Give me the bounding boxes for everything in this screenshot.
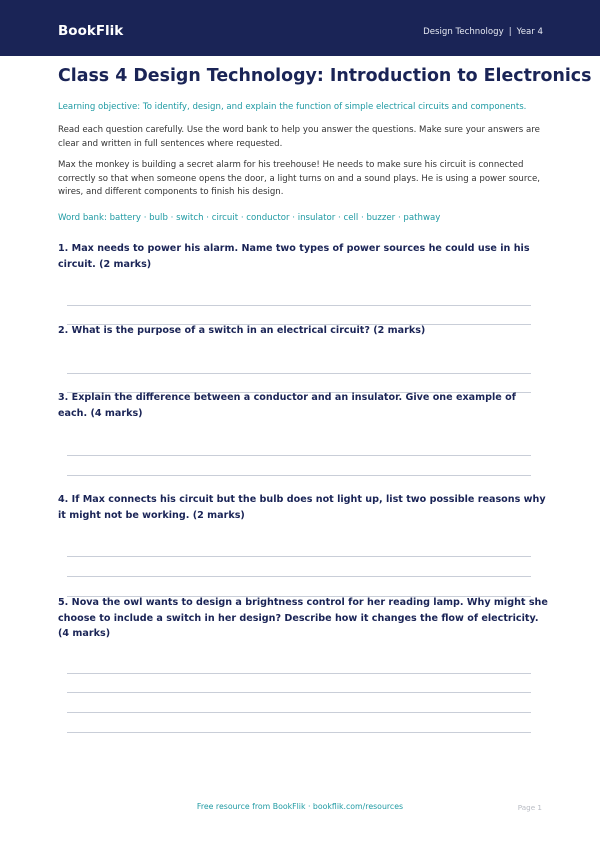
question-1: 1. Max needs to power his alarm. Name two types of power sources he could use in his circuit. (2 marks) — [58, 243, 530, 270]
brand-logo[interactable]: BookFlik — [58, 23, 124, 39]
answer-line[interactable] — [67, 692, 531, 693]
header-separator: | — [508, 27, 512, 37]
instructions-paragraph: Read each question carefully. Use the word bank to help you answer the questions. Make sure your answers are clear and written in full sentences where requested. — [58, 125, 540, 149]
answer-line[interactable] — [67, 673, 531, 674]
answer-line[interactable] — [67, 373, 531, 374]
page-number: Page 1 — [517, 803, 542, 812]
answer-line[interactable] — [67, 305, 531, 306]
question-2: 2. What is the purpose of a switch in an electrical circuit? (2 marks) — [58, 325, 426, 336]
answer-line[interactable] — [67, 475, 531, 476]
page-header — [0, 0, 600, 56]
page-title: Class 4 Design Technology: Introduction to Electronics — [58, 66, 592, 86]
answer-line[interactable] — [67, 732, 531, 733]
answer-line[interactable] — [67, 576, 531, 577]
answer-line[interactable] — [67, 556, 531, 557]
question-4: 4. If Max connects his circuit but the bulb does not light up, list two possible reasons why it might not be working. (2 marks) — [58, 494, 546, 521]
question-5: 5. Nova the owl wants to design a brightness control for her reading lamp. Why might she choose to include a switch in her design? Describe how it changes the flow of electricity. (4 marks) — [58, 597, 548, 639]
year-label: Year 4 — [516, 27, 543, 37]
answer-line[interactable] — [67, 455, 531, 456]
subject-label: Design Technology — [423, 27, 504, 37]
footer-credit[interactable]: Free resource from BookFlik · bookflik.com/resources — [196, 802, 404, 811]
scenario-paragraph: Max the monkey is building a secret alarm for his treehouse! He needs to make sure his circuit is connected correctly so that when someone opens the door, a light turns on and a sound plays. He is using a power source, wires, and different components to finish his design. — [58, 160, 540, 197]
word-bank: Word bank: battery · bulb · switch · circuit · conductor · insulator · cell · buzzer · pathway — [58, 213, 441, 223]
answer-line[interactable] — [67, 712, 531, 713]
question-3: 3. Explain the difference between a conductor and an insulator. Give one example of each. (4 marks) — [58, 392, 516, 419]
header-meta — [423, 27, 543, 37]
learning-objective: Learning objective: To identify, design, and explain the function of simple electrical circuits and components. — [58, 102, 527, 112]
